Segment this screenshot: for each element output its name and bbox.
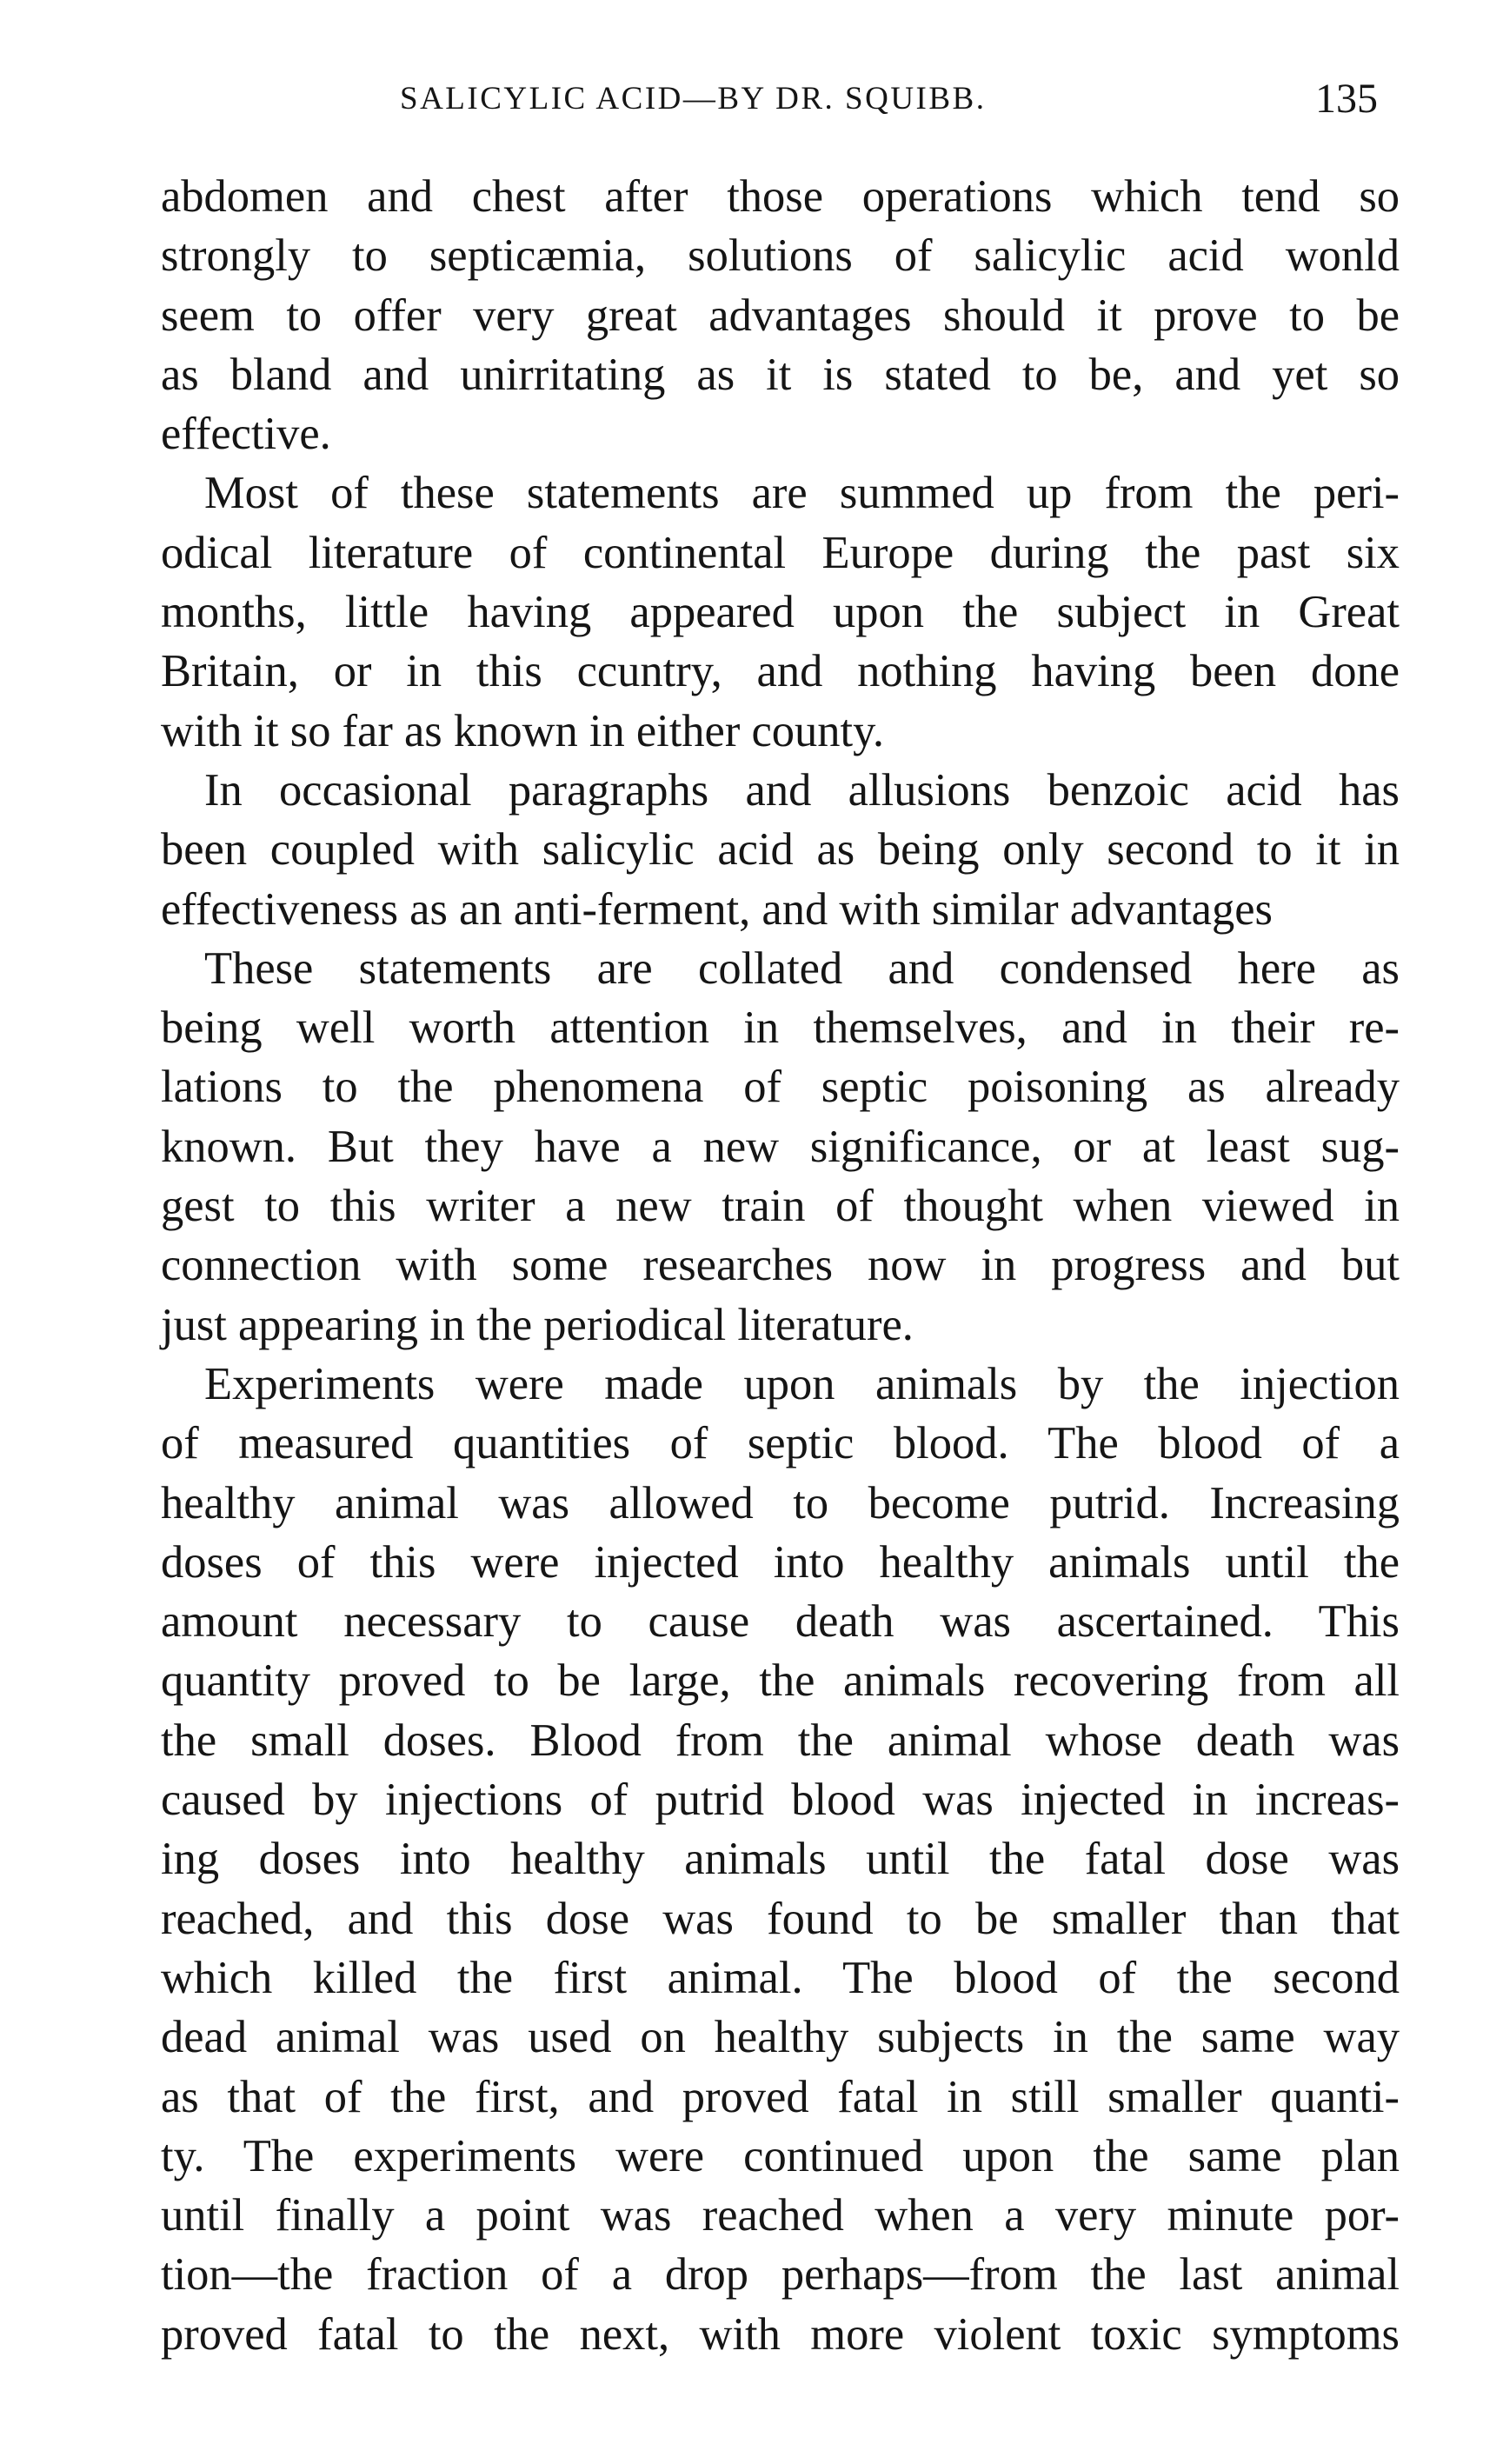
text-line: reached, and this dose was found to be smaller than that [161,1893,1400,1944]
text-line: gest to this writer a new train of thought when viewed in [161,1181,1400,1232]
text-line: Britain, or in this ccuntry, and nothing having been done [161,646,1400,697]
text-line: proved fatal to the next, with more violent toxic symptoms [161,2308,1400,2360]
text-line: months, little having appeared upon the subject in Great [161,587,1400,638]
text-line: ing doses into healthy animals until the fatal dose was [161,1834,1400,1885]
body-text [161,167,1400,2364]
text-line: just appearing in the periodical literature. [161,1299,914,1350]
text-line: the small doses. Blood from the animal whose death was [161,1715,1400,1766]
text-line: dead animal was used on healthy subjects in the same way [161,2012,1400,2063]
text-line: connection with some researches now in progress and but [161,1240,1400,1291]
text-line: ty. The experiments were continued upon the same plan [161,2130,1400,2181]
text-line: been coupled with salicylic acid as being only second to it in [161,824,1400,876]
text-line: quantity proved to be large, the animals recovering from all [161,1655,1400,1707]
text-line: as bland and unirritating as it is stated to be, and yet so [161,349,1400,400]
text-line: effectiveness as an anti-ferment, and with similar advantages [161,883,1273,935]
paragraph-start-line: In occasional paragraphs and allusions benzoic acid has [204,764,1400,816]
text-line: lations to the phenomena of septic poisoning as already [161,1062,1400,1113]
text-line: strongly to septicæmia, solutions of salicylic acid wonld [161,230,1400,282]
text-line: caused by injections of putrid blood was injected in increas- [161,1775,1400,1826]
text-line: until finally a point was reached when a very minute por- [161,2190,1400,2241]
text-line: seem to offer very great advantages should it prove to be [161,290,1400,341]
running-head [165,76,1378,132]
text-line: abdomen and chest after those operations which tend so [161,171,1400,222]
running-title: SALICYLIC ACID—BY DR. SQUIBB. [400,81,987,117]
text-line: which killed the first animal. The blood of the second [161,1952,1400,2003]
paragraph-start-line: Experiments were made upon animals by the injection [204,1358,1400,1409]
paragraph-start-line: Most of these statements are summed up from the peri- [204,468,1400,519]
text-line: effective. [161,409,331,460]
text-line: tion—the fraction of a drop perhaps—from the last animal [161,2249,1400,2301]
text-line: healthy animal was allowed to become putrid. Increasing [161,1477,1400,1528]
text-line: of measured quantities of septic blood. The blood of a [161,1418,1400,1469]
page-number: 135 [1315,76,1378,122]
text-line: doses of this were injected into healthy animals until the [161,1536,1400,1588]
text-line: as that of the first, and proved fatal in still smaller quanti- [161,2071,1400,2122]
text-line: with it so far as known in either county. [161,705,885,756]
text-line: known. But they have a new significance, or at least sug- [161,1121,1400,1172]
text-line: being well worth attention in themselves, and in their re- [161,1002,1400,1054]
text-line: amount necessary to cause death was ascertained. This [161,1596,1400,1648]
paragraph-start-line: These statements are collated and condensed here as [204,942,1400,994]
text-line: odical literature of continental Europe during the past six [161,527,1400,578]
